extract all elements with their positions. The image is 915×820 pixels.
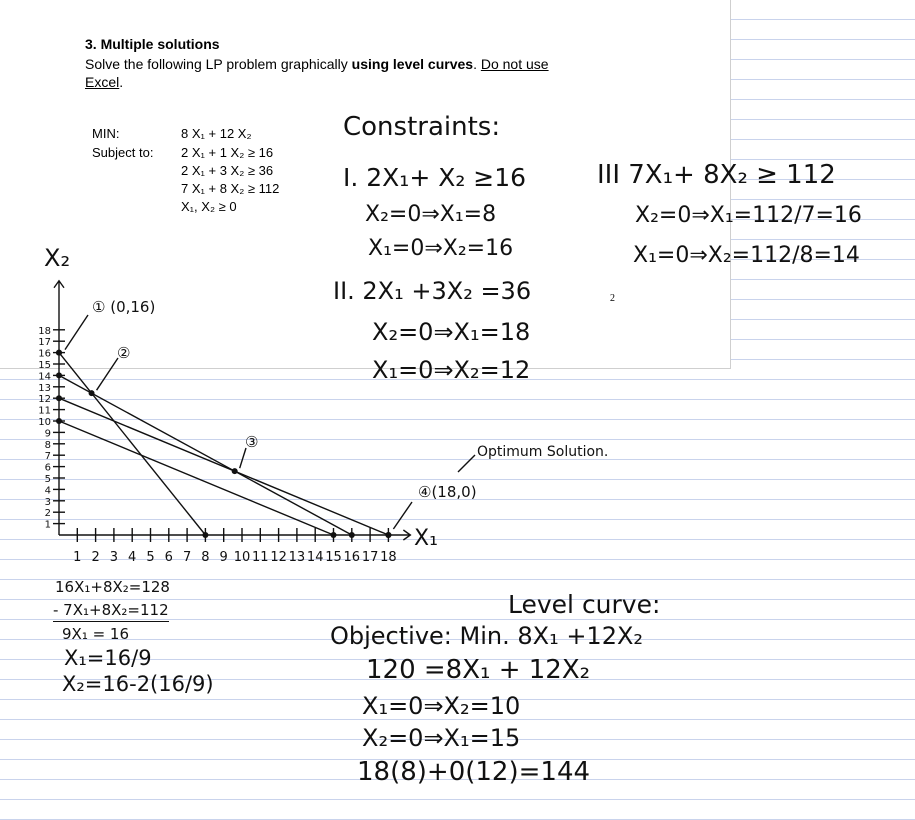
intercept-dot-7 [349, 532, 355, 538]
calc-line-3: 9X₁ = 16 [62, 625, 130, 643]
optimum-arrow [458, 455, 475, 472]
calc-line-1: 16X₁+8X₂=128 [55, 578, 170, 596]
constraint-3-intercept-y: X₁=0⇒X₂=112/8=14 [633, 243, 860, 268]
y-tick-label-14: 14 [38, 371, 51, 383]
corner-point-1 [56, 350, 62, 356]
y-tick-label-4: 4 [44, 485, 51, 497]
level-curve-line-1: 120 =8X₁ + 12X₂ [366, 655, 591, 685]
level-curve-line-4: 18(8)+0(12)=144 [357, 757, 591, 787]
y-tick-label-5: 5 [44, 474, 51, 485]
constraint-3-equation: III 7X₁+ 8X₂ ≥ 112 [597, 160, 836, 190]
corner-point-label-2: ② [117, 344, 131, 362]
level-curve-line-2: X₁=0⇒X₂=10 [362, 692, 521, 720]
constraint-1-intercept-x: X₂=0⇒X₁=8 [365, 202, 497, 227]
y-tick-label-3: 3 [44, 496, 51, 508]
intercept-dot-6 [331, 532, 337, 538]
x-tick-label-6: 6 [164, 550, 173, 565]
x-tick-label-1: 1 [73, 550, 82, 565]
x-tick-label-10: 10 [233, 550, 251, 565]
y-tick-label-2: 2 [44, 508, 51, 520]
corner-point-3 [232, 468, 238, 474]
y-tick-label-9: 9 [44, 428, 51, 440]
y-tick-label-6: 6 [44, 462, 51, 474]
y-tick-label-17: 17 [38, 337, 51, 349]
constraint-line-2 [59, 398, 388, 535]
x-tick-label-17: 17 [361, 550, 379, 565]
x-tick-label-7: 7 [182, 550, 192, 565]
y-tick-label-1: 1 [44, 519, 51, 531]
corner-point-arrow-4 [393, 502, 412, 529]
level-curve-line-3: X₂=0⇒X₁=15 [362, 724, 521, 752]
y-tick-label-16: 16 [38, 348, 51, 360]
corner-point-4 [385, 532, 391, 538]
corner-point-arrow-2 [97, 358, 118, 390]
y-tick-label-8: 8 [44, 439, 51, 451]
x-tick-label-11: 11 [252, 550, 269, 565]
x-tick-label-8: 8 [201, 550, 210, 565]
x-tick-label-16: 16 [343, 550, 361, 565]
calc-line-2: - 7X₁+8X₂=112 [53, 601, 169, 622]
y-tick-label-11: 11 [38, 405, 51, 417]
calc-line-5: X₂=16-2(16/9) [62, 672, 214, 696]
corner-point-label-1: ① (0,16) [92, 298, 156, 316]
intercept-dot-4 [56, 418, 62, 424]
y-tick-label-12: 12 [38, 394, 51, 406]
intercept-dot-2 [56, 372, 62, 378]
y-tick-label-15: 15 [38, 360, 51, 371]
x-tick-label-14: 14 [306, 550, 324, 565]
level-curve-title: Level curve: [508, 590, 661, 619]
constraint-2-intercept-x: X₂=0⇒X₁=18 [372, 318, 531, 346]
x-tick-label-4: 4 [128, 550, 137, 565]
x-tick-label-18: 18 [380, 550, 397, 565]
y-tick-label-10: 10 [38, 417, 51, 428]
corner-point-arrow-1 [65, 315, 88, 350]
intercept-dot-5 [202, 532, 208, 538]
x-tick-label-9: 9 [219, 550, 228, 565]
constraint-1-equation: I. 2X₁+ X₂ ≥16 [343, 163, 527, 192]
constraint-line-3 [59, 375, 352, 535]
nonnegativity-constraint: X₁, X₂ ≥ 0 [181, 199, 237, 214]
y-tick-label-7: 7 [44, 451, 51, 463]
y-tick-label-13: 13 [38, 382, 51, 394]
corner-point-arrow-3 [240, 448, 246, 468]
y-axis-label: X₂ [44, 244, 71, 272]
corner-point-label-4: ④(18,0) [418, 483, 477, 501]
constraint-2-equation: II. 2X₁ +3X₂ =36 [333, 277, 532, 305]
x-tick-label-5: 5 [146, 550, 155, 565]
corner-point-2 [89, 390, 95, 396]
objective-expression: 8 X₁ + 12 X₂ [181, 126, 252, 141]
x-tick-label-2: 2 [91, 550, 100, 565]
constraint-2-intercept-y: X₁=0⇒X₂=12 [372, 356, 531, 384]
constraint-3: 7 X₁ + 8 X₂ ≥ 112 [181, 181, 280, 196]
x-tick-label-15: 15 [325, 550, 342, 565]
problem-instruction: Solve the following LP problem graphically using level curves. Do not use Excel. [85, 56, 549, 90]
constraint-2: 2 X₁ + 3 X₂ ≥ 36 [181, 163, 274, 178]
constraint-3-intercept-x: X₂=0⇒X₁=112/7=16 [635, 203, 862, 228]
page-number: 2 [610, 293, 615, 304]
constraint-line-4 [59, 421, 334, 535]
subject-to-label: Subject to: [92, 145, 154, 160]
y-tick-label-18: 18 [38, 325, 51, 337]
x-axis-label: X₁ [414, 526, 438, 551]
optimum-solution-label: Optimum Solution. [477, 444, 609, 460]
intercept-dot-3 [56, 395, 62, 401]
corner-point-label-3: ③ [245, 433, 259, 451]
constraints-title: Constraints: [343, 112, 501, 142]
constraint-1-intercept-y: X₁=0⇒X₂=16 [368, 236, 514, 261]
problem-heading: 3. Multiple solutions [85, 36, 220, 52]
objective-label: MIN: [92, 126, 120, 141]
constraint-1: 2 X₁ + 1 X₂ ≥ 16 [181, 145, 274, 160]
x-tick-label-12: 12 [270, 550, 287, 565]
objective-line: Objective: Min. 8X₁ +12X₂ [330, 622, 644, 650]
x-tick-label-3: 3 [109, 550, 119, 565]
calc-line-4: X₁=16/9 [64, 646, 152, 670]
x-tick-label-13: 13 [288, 550, 306, 565]
